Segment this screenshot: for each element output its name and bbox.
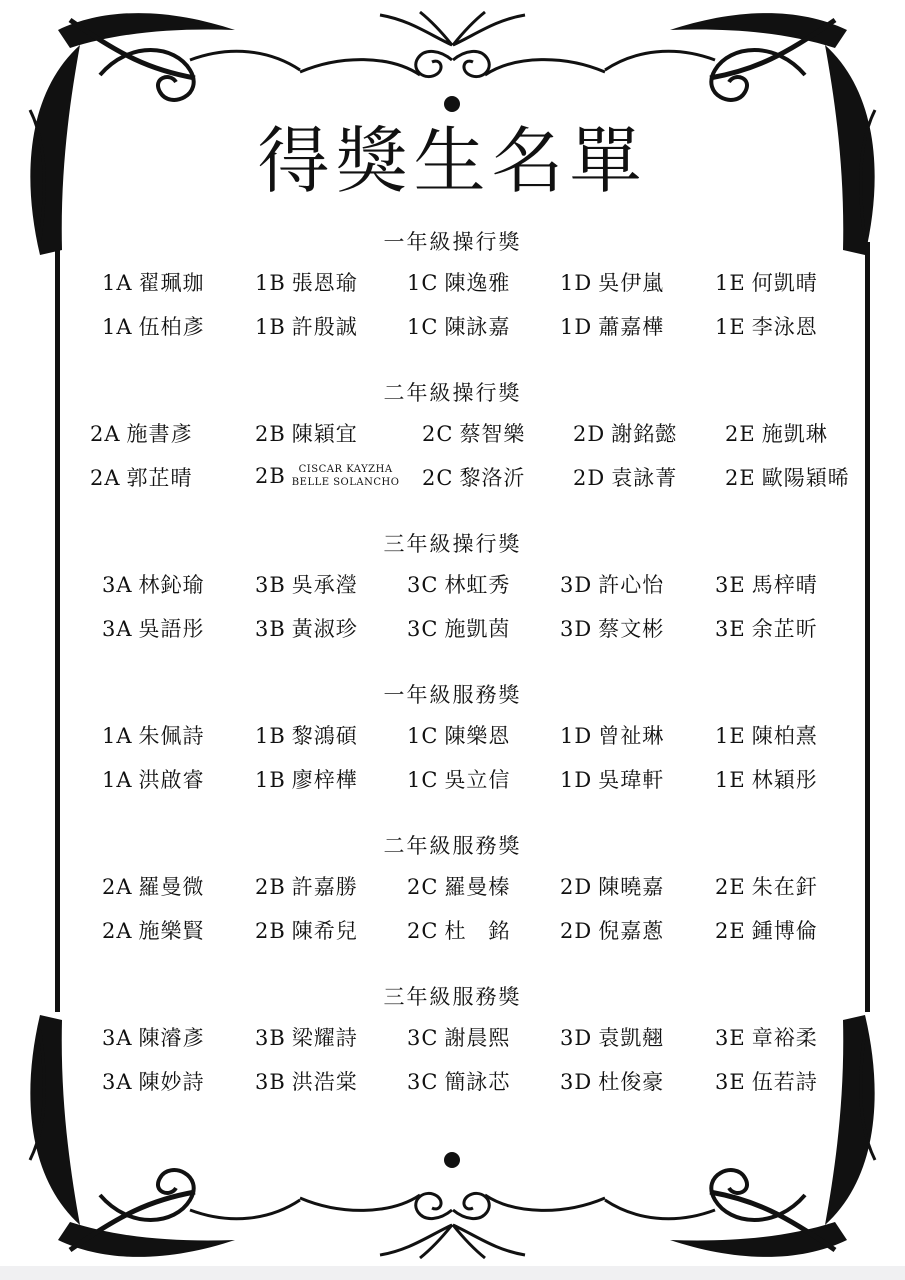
student-name: 郭芷晴 — [126, 466, 193, 490]
student-entry — [715, 1069, 818, 1095]
student-entry — [255, 767, 358, 793]
student-name: 陳濬彥 — [138, 1026, 205, 1050]
class-code: 2E — [715, 919, 746, 943]
student-name: 章裕柔 — [751, 1026, 818, 1050]
student-name: 袁詠菁 — [611, 466, 678, 490]
student-entry — [407, 767, 510, 793]
student-name: 曾祉琳 — [598, 724, 665, 748]
student-entry — [255, 314, 358, 340]
student-entry — [255, 723, 358, 749]
student-entry — [407, 918, 510, 944]
student-name: 蕭嘉樺 — [598, 315, 665, 339]
class-code: 2E — [725, 422, 756, 446]
class-code: 2B — [255, 919, 286, 943]
top-center-scroll — [300, 12, 605, 112]
student-entry — [560, 918, 664, 944]
class-code: 1E — [715, 724, 746, 748]
class-code: 3E — [715, 1070, 746, 1094]
student-name: 馬梓晴 — [751, 573, 818, 597]
bottom-center-scroll — [300, 1152, 605, 1258]
student-entry — [102, 1025, 205, 1051]
student-entry — [560, 572, 664, 598]
student-name: 吳伊嵐 — [598, 271, 665, 295]
student-entry — [255, 572, 358, 598]
class-code: 1D — [560, 271, 593, 295]
class-code: 2D — [573, 466, 606, 490]
class-code: 1E — [715, 315, 746, 339]
student-name: 張恩瑜 — [291, 271, 358, 295]
class-code: 3C — [407, 1026, 439, 1050]
student-entry — [255, 421, 358, 447]
class-code: 1C — [407, 724, 439, 748]
student-name: 陳希兒 — [291, 919, 358, 943]
class-code: 1B — [255, 724, 286, 748]
student-name-line-2: BELLE SOLANCHO — [291, 477, 400, 488]
student-name: 謝晨熙 — [444, 1026, 511, 1050]
student-name: 黃淑珍 — [291, 617, 358, 641]
student-name: 余芷昕 — [751, 617, 818, 641]
student-entry — [715, 314, 818, 340]
student-name: 李泳恩 — [751, 315, 818, 339]
student-entry — [90, 421, 193, 447]
class-code: 1D — [560, 768, 593, 792]
student-entry — [102, 874, 205, 900]
student-name: 伍若詩 — [751, 1070, 818, 1094]
student-entry — [725, 465, 850, 491]
student-name: 許嘉勝 — [291, 875, 358, 899]
student-entry — [560, 1069, 664, 1095]
student-entry — [407, 314, 510, 340]
student-name-two-line — [292, 463, 400, 489]
class-code: 1C — [407, 271, 439, 295]
student-name: 陳穎宜 — [291, 422, 358, 446]
class-code: 3A — [102, 1026, 133, 1050]
student-entry — [407, 1069, 510, 1095]
student-entry — [102, 918, 205, 944]
student-name: 鍾博倫 — [751, 919, 818, 943]
student-entry — [407, 616, 510, 642]
class-code: 3C — [407, 617, 439, 641]
class-code: 1B — [255, 271, 286, 295]
bottom-strip — [0, 1266, 905, 1280]
student-entry — [560, 616, 664, 642]
student-entry — [422, 421, 525, 447]
student-name: 吳瑋軒 — [598, 768, 665, 792]
student-name: 林穎彤 — [751, 768, 818, 792]
student-entry — [407, 572, 510, 598]
student-entry — [560, 314, 664, 340]
student-entry — [102, 314, 205, 340]
class-code: 2C — [407, 875, 439, 899]
student-entry — [560, 874, 664, 900]
student-entry — [102, 616, 205, 642]
student-entry — [102, 1069, 205, 1095]
student-entry — [255, 874, 358, 900]
student-name: 朱在釬 — [751, 875, 818, 899]
section-heading: 二年級服務獎 — [383, 834, 522, 858]
class-code: 1C — [407, 315, 439, 339]
class-code: 1D — [560, 315, 593, 339]
student-name: 杜俊豪 — [598, 1070, 665, 1094]
section-heading: 二年級操行獎 — [383, 381, 522, 405]
class-code: 2D — [560, 875, 593, 899]
student-name: 歐陽穎晞 — [761, 466, 850, 490]
student-name: 吳語彤 — [138, 617, 205, 641]
student-name-line-1: CISCAR KAYZHA — [298, 464, 393, 475]
student-entry — [573, 465, 677, 491]
student-name: 伍柏彥 — [138, 315, 205, 339]
class-code: 2A — [102, 919, 133, 943]
class-code: 2E — [725, 466, 756, 490]
student-entry — [560, 1025, 664, 1051]
class-code: 3B — [255, 617, 286, 641]
student-entry — [102, 572, 205, 598]
student-entry — [255, 1069, 358, 1095]
student-entry — [715, 572, 818, 598]
bottom-left-flourish — [30, 1015, 300, 1257]
class-code: 2C — [422, 422, 454, 446]
student-entry — [407, 723, 510, 749]
student-entry — [725, 421, 828, 447]
student-entry — [90, 465, 193, 491]
student-name: 陳妙詩 — [138, 1070, 205, 1094]
class-code: 1D — [560, 724, 593, 748]
student-entry — [407, 874, 510, 900]
student-name: 梁耀詩 — [291, 1026, 358, 1050]
class-code: 3B — [255, 1070, 286, 1094]
student-name: 廖梓樺 — [291, 768, 358, 792]
student-entry — [407, 1025, 510, 1051]
class-code: 3D — [560, 617, 593, 641]
class-code: 1A — [102, 315, 133, 339]
student-name: 翟珮珈 — [138, 271, 205, 295]
student-entry — [255, 1025, 358, 1051]
class-code: 1A — [102, 271, 133, 295]
section-heading: 三年級服務獎 — [383, 985, 522, 1009]
left-border-line — [55, 242, 60, 1012]
class-code: 3A — [102, 1070, 133, 1094]
student-name: 洪浩棠 — [291, 1070, 358, 1094]
class-code: 2B — [255, 875, 286, 899]
student-name: 黎洛沂 — [459, 466, 526, 490]
bottom-right-flourish — [605, 1015, 875, 1257]
student-name: 許殷誠 — [291, 315, 358, 339]
class-code: 3D — [560, 1070, 593, 1094]
page-title: 得獎生名單 — [257, 119, 648, 203]
class-code: 3E — [715, 1026, 746, 1050]
student-entry — [715, 616, 818, 642]
student-name: 吳立信 — [444, 768, 511, 792]
class-code: 3E — [715, 573, 746, 597]
class-code: 2A — [90, 422, 121, 446]
class-code: 3E — [715, 617, 746, 641]
student-entry — [255, 918, 358, 944]
student-name: 謝銘懿 — [611, 422, 678, 446]
student-entry — [255, 616, 358, 642]
student-entry — [255, 463, 399, 489]
student-name: 陳逸雅 — [444, 271, 511, 295]
student-name: 陳曉嘉 — [598, 875, 665, 899]
student-entry — [715, 874, 818, 900]
student-name: 洪啟睿 — [138, 768, 205, 792]
student-name: 朱佩詩 — [138, 724, 205, 748]
student-entry — [102, 767, 205, 793]
class-code: 1A — [102, 724, 133, 748]
class-code: 3A — [102, 573, 133, 597]
student-entry — [715, 1025, 818, 1051]
student-entry — [715, 767, 818, 793]
student-name: 林虹秀 — [444, 573, 511, 597]
section-heading: 一年級操行獎 — [383, 230, 522, 254]
class-code: 2C — [422, 466, 454, 490]
student-name: 施凱琳 — [761, 422, 828, 446]
class-code: 3A — [102, 617, 133, 641]
class-code: 2D — [560, 919, 593, 943]
class-code: 3D — [560, 1026, 593, 1050]
right-border-line — [865, 242, 870, 1012]
student-name: 何凱晴 — [751, 271, 818, 295]
class-code: 2C — [407, 919, 439, 943]
student-entry — [102, 723, 205, 749]
student-name: 施書彥 — [126, 422, 193, 446]
student-entry — [255, 270, 358, 296]
class-code: 1E — [715, 271, 746, 295]
student-entry — [422, 465, 525, 491]
student-name: 蔡智樂 — [459, 422, 526, 446]
student-entry — [573, 421, 677, 447]
class-code: 1A — [102, 768, 133, 792]
student-name: 倪嘉蔥 — [598, 919, 665, 943]
class-code: 2B — [255, 464, 286, 488]
student-name: 施樂賢 — [138, 919, 205, 943]
student-name: 羅曼微 — [138, 875, 205, 899]
student-entry — [560, 270, 664, 296]
student-entry — [560, 767, 664, 793]
student-entry — [407, 270, 510, 296]
student-name: 陳樂恩 — [444, 724, 511, 748]
class-code: 2A — [90, 466, 121, 490]
student-name: 陳詠嘉 — [444, 315, 511, 339]
student-entry — [715, 918, 818, 944]
student-entry — [560, 723, 664, 749]
student-name: 杜 銘 — [444, 919, 511, 943]
student-name: 羅曼榛 — [444, 875, 511, 899]
student-name: 黎鴻碩 — [291, 724, 358, 748]
class-code: 3C — [407, 1070, 439, 1094]
student-name: 施凱茵 — [444, 617, 511, 641]
student-entry — [715, 270, 818, 296]
section-heading: 三年級操行獎 — [383, 532, 522, 556]
class-code: 3D — [560, 573, 593, 597]
student-name: 林鈊瑜 — [138, 573, 205, 597]
student-name: 簡詠芯 — [444, 1070, 511, 1094]
class-code: 3B — [255, 573, 286, 597]
class-code: 1B — [255, 315, 286, 339]
class-code: 2D — [573, 422, 606, 446]
class-code: 2A — [102, 875, 133, 899]
class-code: 1E — [715, 768, 746, 792]
class-code: 2B — [255, 422, 286, 446]
student-name: 許心怡 — [598, 573, 665, 597]
class-code: 2E — [715, 875, 746, 899]
section-heading: 一年級服務獎 — [383, 683, 522, 707]
student-entry — [715, 723, 818, 749]
class-code: 3B — [255, 1026, 286, 1050]
student-name: 陳柏熹 — [751, 724, 818, 748]
class-code: 1B — [255, 768, 286, 792]
student-name: 袁凱翹 — [598, 1026, 665, 1050]
student-name: 蔡文彬 — [598, 617, 665, 641]
class-code: 3C — [407, 573, 439, 597]
student-name: 吳承瀅 — [291, 573, 358, 597]
class-code: 1C — [407, 768, 439, 792]
student-entry — [102, 270, 205, 296]
